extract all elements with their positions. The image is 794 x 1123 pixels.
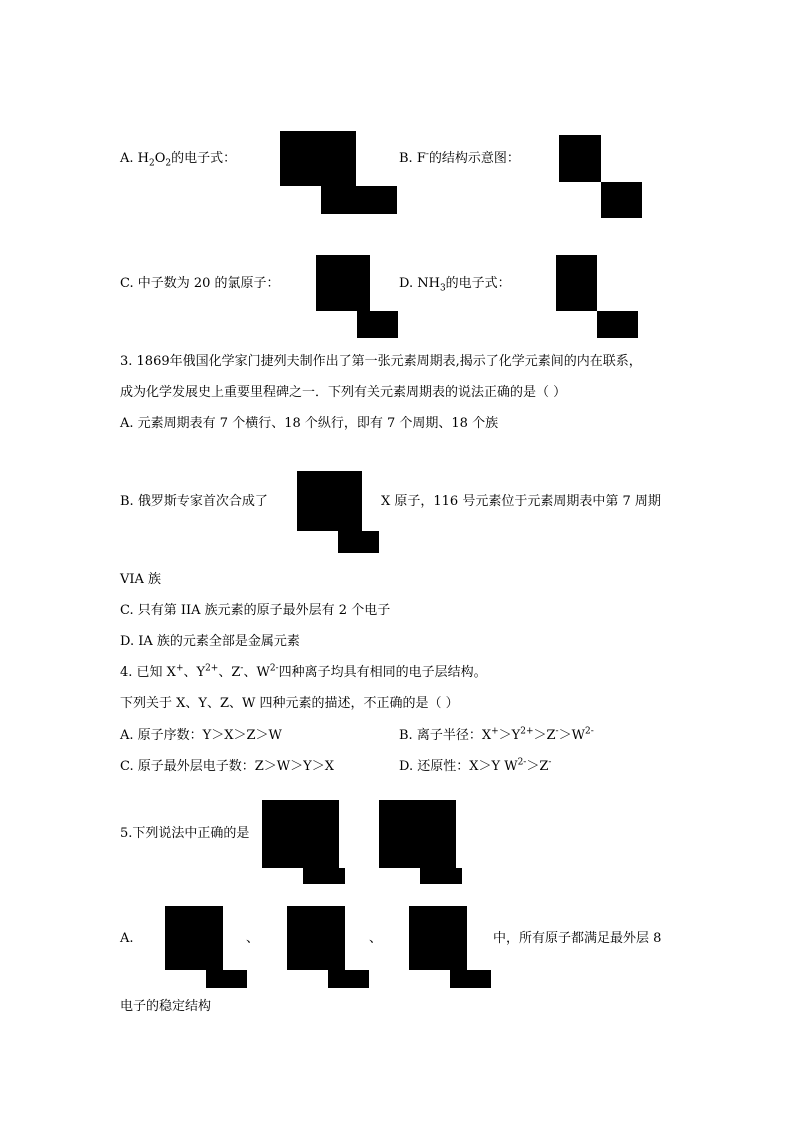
option-3b-pre: B. 俄罗斯专家首次合成了: [120, 494, 268, 509]
h2o2-electron-formula-image: [280, 131, 356, 186]
f-ion-structure-diagram-image: [559, 135, 601, 182]
option-2d-text: D. $NH_3$的电子式：: [399, 276, 511, 294]
molecule-formula-image-3-tail: [450, 970, 491, 988]
nh3-electron-formula-image-tail: [597, 311, 638, 338]
question-5-image-1-tail: [303, 868, 345, 884]
option-3b-post: X 原子，116 号元素位于元素周期表中第 7 周期: [381, 494, 661, 509]
option-2c-text: C. 中子数为 20 的氯原子：: [120, 276, 280, 291]
question-3-stem-line2: 成为化学发展史上重要里程碑之一．下列有关元素周期表的说法正确的是（ ）: [120, 385, 567, 400]
molecule-formula-image-1: [165, 906, 223, 970]
f-ion-structure-diagram-image-tail: [601, 182, 642, 218]
chlorine-atom-symbol-image-tail: [357, 311, 398, 338]
question-5-image-1: [262, 800, 339, 868]
option-5a-separator-1: 、: [246, 931, 260, 946]
question-5-image-2: [379, 800, 456, 868]
nh3-electron-formula-image: [556, 255, 597, 311]
chlorine-atom-symbol-image: [316, 255, 370, 311]
molecule-formula-image-2: [287, 906, 345, 970]
option-5a-separator-2: 、: [369, 931, 383, 946]
question-3-stem-line1: 3. 1869年俄国化学家门捷列夫制作出了第一张元素周期表,揭示了化学元素间的内在联系，: [120, 354, 642, 369]
h2o2-electron-formula-image-tail: [321, 186, 397, 214]
option-3a: A. 元素周期表有 7 个横行、18 个纵行，即有 7 个周期、18 个族: [120, 416, 499, 431]
option-4d: D. 还原性：X＞Y $W^{2-}>Z^-$: [399, 757, 552, 774]
molecule-formula-image-2-tail: [328, 970, 369, 988]
option-5a-label: A.: [120, 931, 134, 946]
question-4-stem-line1: 4. 已知 X+、$Y^{2+}$、Z-、$W^{2-}$四种离子均具有相同的电子层结构。: [120, 663, 487, 680]
option-5a-continued: 电子的稳定结构: [120, 999, 212, 1014]
option-4c: C. 原子最外层电子数：Z＞W＞Y＞X: [120, 759, 334, 774]
option-2b-text: B. F-的结构示意图：: [399, 149, 520, 166]
option-4a: A. 原子序数：Y＞X＞Z＞W: [120, 728, 282, 743]
option-3c: C. 只有第 IIA 族元素的原子最外层有 2 个电子: [120, 603, 391, 618]
option-2a-text: A. $H_2O_2$的电子式：: [120, 151, 237, 169]
question-5-stem: 5.下列说法中正确的是: [120, 826, 250, 841]
element-116-symbol-image: [297, 471, 362, 531]
option-3b-continued: VIA 族: [120, 572, 162, 587]
question-4-stem-line2: 下列关于 X、Y、Z、W 四种元素的描述，不正确的是（ ）: [120, 696, 459, 711]
option-5a-post: 中，所有原子都满足最外层 8: [493, 931, 662, 946]
option-4b: B. 离子半径：$X^+>Y^{2+}>Z^->W^{2-}$: [399, 726, 594, 743]
element-116-symbol-image-tail: [338, 531, 379, 553]
question-5-image-2-tail: [420, 868, 462, 884]
molecule-formula-image-1-tail: [206, 970, 247, 988]
molecule-formula-image-3: [409, 906, 467, 970]
option-3d: D. IA 族的元素全部是金属元素: [120, 634, 300, 649]
